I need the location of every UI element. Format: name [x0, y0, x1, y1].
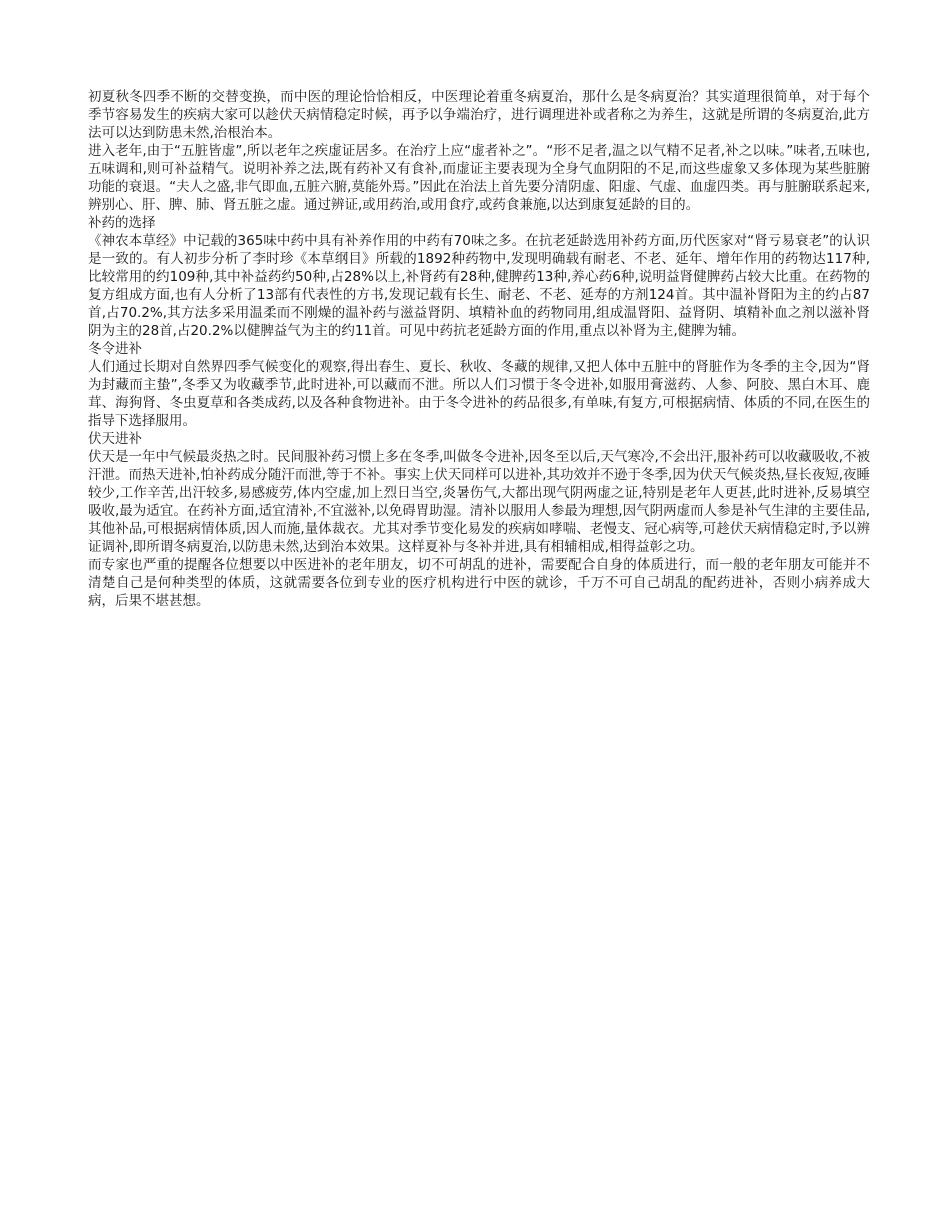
section-title-dog-days-tonic: 伏天进补 — [88, 431, 142, 447]
dog-days-tonic-paragraph: 伏天是一年中气候最炎热之时。民间服补药习惯上多在冬季,叫做冬令进补,因冬至以后,天气寒冷,不会出汗,服补药可以收藏吸收,不被汗泄。而热天进补,怕补药成分随汗而泄,等于不补。事实上伏天同样可以进补,其功效并不逊于冬季,因为伏天气候炎热,昼长夜短,夜睡较少,工作辛苦,出汗较多,易感疲劳,体内空虚,加上烈日当空,炎暑伤气,大都出现气阴两虚之证,特别是老年人更甚,此时进补,反易填空吸收,最为适宜。在药补方面,适宜清补,不宜滋补,以免碍胃助湿。清补以服用人参最为理想,因气阴两虚而人参是补气生津的主要佳品,其他补品,可根据病情体质,因人而施,量体裁衣。尤其对季节变化易发的疾病如哮喘、老慢支、冠心病等,可趁伏天病情稳定时,予以辨证调补,即所谓冬病夏治,以防患未然,达到治本效果。这样夏补与冬补并进,具有相辅相成,相得益彰之功。 — [88, 449, 870, 555]
elderly-paragraph: 进入老年,由于“五脏皆虚”,所以老年之疾虚证居多。在治疗上应“虚者补之”。“形不足者,温之以气精不足者,补之以味。”味者,五味也,五味调和,则可补益精气。说明补养之法,既有药补又有食补,而虚证主要表现为全身气血阴阳的不足,而这些虚象又多体现为某些脏腑功能的衰退。“夫人之盛,非气即血,五脏六腑,莫能外焉。”因此在治法上首先要分清阴虚、阳虚、气虚、血虚四类。再与脏腑联系起来,辨别心、肝、脾、肺、肾五脏之虚。通过辨证,或用药治,或用食疗,或药食兼施,以达到康复延龄的目的。 — [88, 143, 870, 213]
tonic-selection-paragraph: 《神农本草经》中记载的365味中药中具有补养作用的中药有70味之多。在抗老延龄选用补药方面,历代医家对“肾亏易衰老”的认识是一致的。有人初步分析了李时珍《本草纲目》所载的1892种药物中,发现明确载有耐老、不老、延年、增年作用的药物达117种,比较常用的约109种,其中补益药约50种,占28%以上,补肾药有28种,健脾药13种,养心药6种,说明益肾健脾药占较大比重。在药物的复方组成方面,也有人分析了13部有代表性的方书,发现记载有长生、耐老、不老、延寿的方剂124首。其中温补肾阳为主的约占87首,占70.2%,其方法多采用温柔而不刚燥的温补药与滋益肾阴、填精补血的药物同用,组成温肾阳、益肾阴、填精补血之剂以滋补肾阴为主的28首,占20.2%以健脾益气为主的约11首。可见中药抗老延龄方面的作用,重点以补肾为主,健脾为辅。 — [88, 233, 870, 339]
section-title-tonic-selection: 补药的选择 — [88, 215, 156, 231]
section-title-winter-tonic: 冬令进补 — [88, 341, 142, 357]
winter-tonic-paragraph: 人们通过长期对自然界四季气候变化的观察,得出春生、夏长、秋收、冬藏的规律,又把人体中五脏中的肾脏作为冬季的主令,因为“肾为封藏而主蛰”,冬季又为收藏季节,此时进补,可以藏而不泄。所以人们习惯于冬令进补,如服用膏滋药、人参、阿胶、黑白木耳、鹿茸、海狗肾、冬虫夏草和各类成药,以及各种食物进补。由于冬令进补的药品很多,有单味,有复方,可根据病情、体质的不同,在医生的指导下选择服用。 — [88, 359, 870, 429]
closing-paragraph: 而专家也严重的提醒各位想要以中医进补的老年朋友，切不可胡乱的进补，需要配合自身的体质进行，而一般的老年朋友可能并不清楚自己是何种类型的体质，这就需要各位到专业的医疗机构进行中医的就诊，千万不可自己胡乱的配药进补，否则小病养成大病，后果不堪甚想。 — [88, 557, 870, 609]
intro-paragraph: 初夏秋冬四季不断的交替变换，而中医的理论恰恰相反，中医理论着重冬病夏治，那什么是冬病夏治？其实道理很简单，对于每个季节容易发生的疾病大家可以趁伏天病情稳定时候，再予以争端治疗，进行调理进补或者称之为养生，这就是所谓的冬病夏治,此方法可以达到防患未然,治根治本。 — [88, 89, 870, 141]
